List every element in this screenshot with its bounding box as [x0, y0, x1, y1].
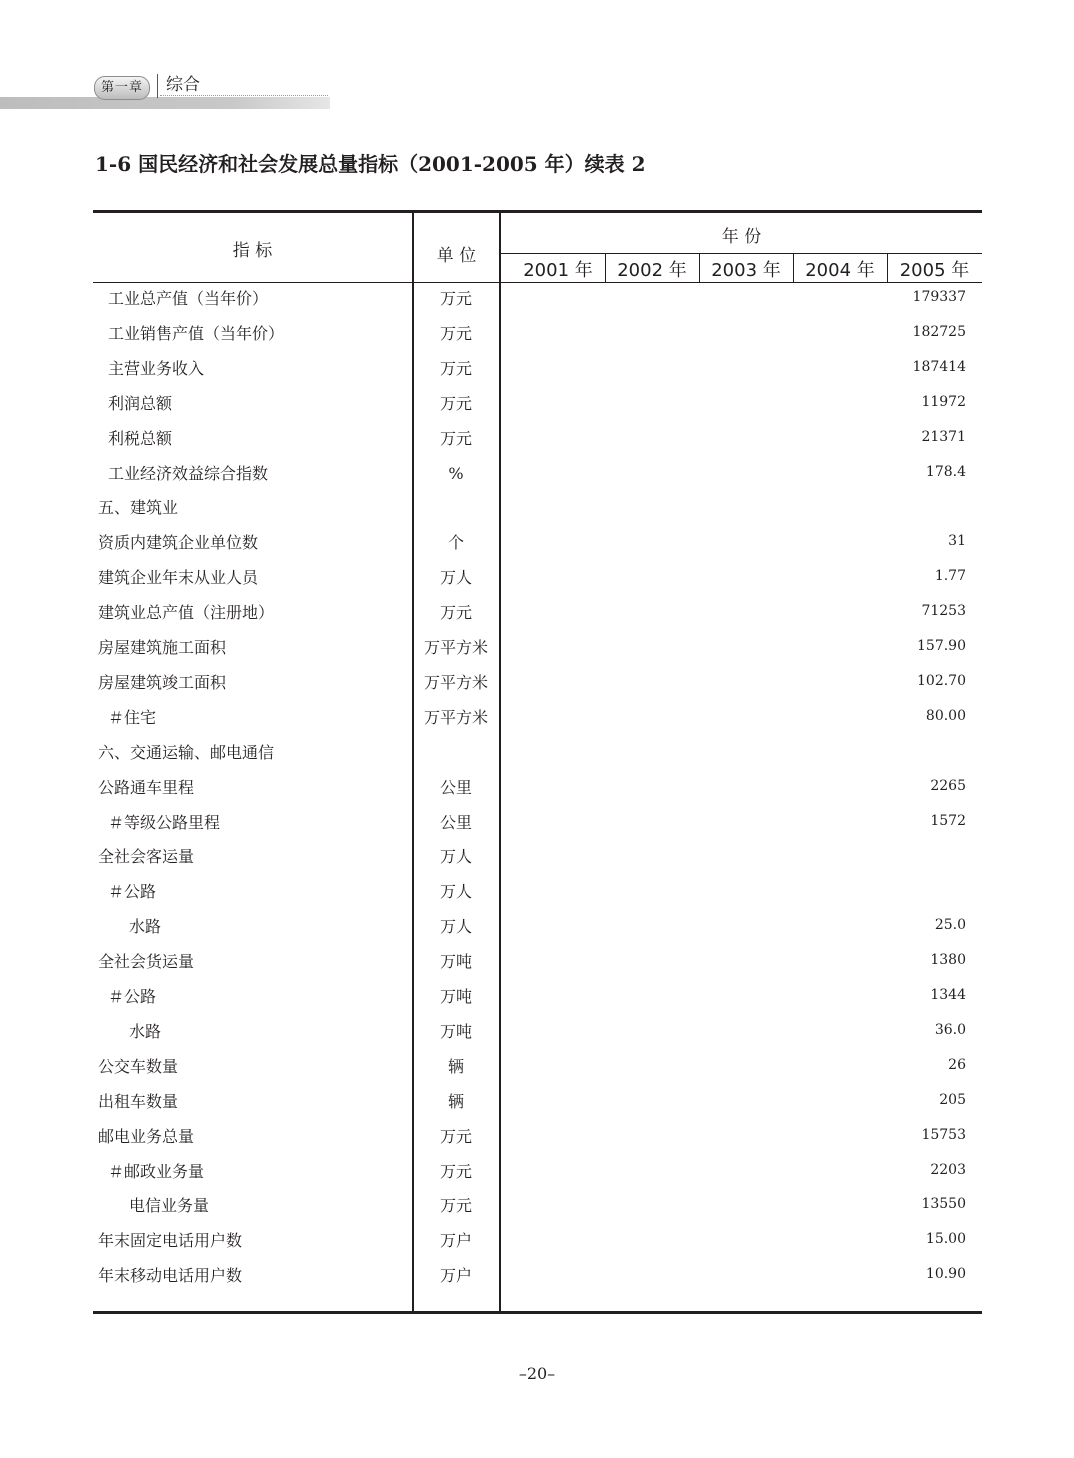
row-indicator: 资质内建筑企业单位数: [98, 533, 259, 553]
row-indicator: 工业经济效益综合指数: [108, 463, 269, 483]
row-unit: 万元: [439, 1161, 472, 1181]
table-bottom-rule: [93, 1311, 982, 1314]
row-indicator: 全社会客运量: [98, 847, 195, 867]
row-value-2005: 21371: [921, 428, 966, 445]
table-row: [93, 916, 982, 951]
row-unit: 万人: [439, 568, 472, 588]
page-number: –20–: [518, 1364, 556, 1383]
year-2002: 2002 年: [617, 260, 687, 281]
table-row: [93, 1195, 982, 1230]
row-value-2005: 25.0: [934, 917, 966, 934]
row-value-2005: 80.00: [925, 707, 966, 724]
row-value-2005: 1.77: [934, 568, 966, 585]
table-row: [93, 951, 982, 986]
year-group-rule: [501, 253, 982, 254]
row-indicator: 年末固定电话用户数: [98, 1231, 243, 1251]
table-row: [93, 777, 982, 812]
header-bottom-rule: [93, 282, 982, 283]
table-row: [93, 532, 982, 567]
row-value-2005: 102.70: [917, 672, 966, 689]
row-unit: 万平方米: [423, 638, 488, 657]
row-indicator: 利税总额: [108, 428, 173, 448]
row-indicator: 电信业务量: [129, 1196, 210, 1216]
header-unit: 单 位: [436, 246, 477, 266]
row-value-2005: 187414: [912, 358, 966, 375]
row-indicator: ＃公路: [108, 882, 157, 902]
row-value-2005: 1572: [930, 812, 966, 829]
table-row: [93, 1126, 982, 1161]
row-indicator: 邮电业务总量: [98, 1126, 195, 1146]
row-indicator: 工业销售产值（当年价）: [108, 323, 285, 343]
row-unit: 万元: [439, 428, 472, 448]
indicator-table: [93, 210, 982, 1314]
row-unit: 个: [447, 533, 464, 553]
row-value-2005: 205: [939, 1091, 966, 1108]
table-row: [93, 428, 982, 463]
row-value-2005: 15.00: [925, 1231, 966, 1248]
row-indicator: ＃邮政业务量: [108, 1161, 205, 1181]
row-unit: 万吨: [439, 952, 472, 972]
row-unit: 万户: [439, 1231, 472, 1251]
table-row: [93, 986, 982, 1021]
year-2005: 2005 年: [899, 260, 970, 281]
row-unit: 万吨: [439, 1021, 472, 1041]
row-indicator: ＃公路: [108, 987, 157, 1006]
table-title: 1-6 国民经济和社会发展总量指标（2001-2005 年）续表 2: [95, 152, 646, 176]
row-indicator: 六、交通运输、邮电通信: [98, 742, 275, 762]
row-value-2005: 10.90: [925, 1266, 966, 1283]
row-indicator: 年末移动电话用户数: [98, 1266, 243, 1286]
chapter-name: 综合: [166, 75, 200, 95]
row-unit: 万元: [439, 603, 472, 623]
row-indicator: ＃等级公路里程: [108, 812, 221, 832]
row-value-2005: 2265: [930, 777, 966, 794]
row-indicator: 公交车数量: [98, 1056, 179, 1076]
header-bar: [0, 97, 330, 109]
row-unit: 万元: [439, 323, 472, 343]
row-unit: 万平方米: [423, 707, 488, 727]
row-value-2005: 36.0: [934, 1021, 966, 1038]
row-value-2005: 31: [948, 533, 966, 550]
row-value-2005: 13550: [921, 1196, 966, 1213]
row-value-2005: 1344: [930, 987, 966, 1003]
row-value-2005: 2203: [930, 1161, 966, 1178]
table-row: [93, 812, 982, 847]
table-row: [93, 567, 982, 602]
row-indicator: 全社会货运量: [98, 952, 195, 972]
row-unit: 万元: [439, 358, 472, 378]
row-indicator: 出租车数量: [98, 1091, 179, 1111]
row-unit: 辆: [447, 1056, 464, 1076]
row-indicator: ＃住宅: [108, 707, 157, 727]
table-row: [93, 881, 982, 916]
table-row: [93, 1230, 982, 1265]
row-unit: 万人: [439, 882, 472, 902]
row-unit: 万元: [439, 1196, 472, 1216]
row-indicator: 水路: [129, 917, 162, 937]
row-unit: 万平方米: [423, 672, 488, 692]
table-row: [93, 1056, 982, 1091]
year-2003: 2003 年: [711, 260, 781, 281]
row-unit: %: [448, 463, 464, 483]
table-row: [93, 707, 982, 742]
table-top-rule: [93, 210, 982, 213]
row-unit: 万人: [439, 917, 472, 937]
row-indicator: 公路通车里程: [98, 777, 195, 797]
row-unit: 公里: [439, 777, 472, 797]
row-value-2005: 26: [948, 1056, 966, 1073]
row-indicator: 建筑企业年末从业人员: [98, 568, 259, 588]
row-unit: 辆: [447, 1091, 464, 1111]
row-indicator: 工业总产值（当年价）: [108, 289, 269, 308]
row-unit: 万元: [439, 1126, 472, 1146]
year-2004: 2004 年: [805, 260, 875, 281]
table-row: [93, 497, 982, 532]
table-row: [93, 672, 982, 707]
row-indicator: 房屋建筑施工面积: [98, 638, 227, 657]
row-value-2005: 1380: [930, 952, 966, 969]
table-row: [93, 323, 982, 358]
table-row: [93, 288, 982, 323]
year-2001: 2001 年: [523, 260, 593, 281]
chapter-separator: [157, 74, 158, 98]
header-year-group: 年 份: [721, 227, 762, 247]
row-value-2005: 179337: [912, 289, 966, 305]
table-row: [93, 742, 982, 777]
row-value-2005: 71253: [921, 603, 966, 620]
row-value-2005: 15753: [921, 1126, 966, 1143]
table-row: [93, 602, 982, 637]
table-row: [93, 393, 982, 428]
table-row: [93, 846, 982, 881]
row-unit: 万元: [439, 393, 472, 413]
row-indicator: 利润总额: [108, 393, 173, 413]
row-indicator: 主营业务收入: [108, 358, 205, 378]
table-row: [93, 1091, 982, 1126]
table-row: [93, 1021, 982, 1056]
row-indicator: 五、建筑业: [98, 498, 179, 518]
row-value-2005: 157.90: [917, 638, 966, 654]
table-row: [93, 637, 982, 672]
row-value-2005: 182725: [912, 323, 966, 340]
row-unit: 万人: [439, 847, 472, 867]
table-row: [93, 358, 982, 393]
row-value-2005: 11972: [921, 393, 966, 410]
row-indicator: 水路: [129, 1021, 162, 1041]
table-row: [93, 1161, 982, 1196]
row-unit: 公里: [439, 812, 472, 832]
row-unit: 万户: [439, 1266, 472, 1286]
row-indicator: 房屋建筑竣工面积: [98, 672, 227, 692]
table-row: [93, 463, 982, 498]
table-row: [93, 1265, 982, 1300]
row-value-2005: 178.4: [925, 463, 966, 480]
chapter-badge: 第一章: [94, 76, 150, 100]
header-indicator: 指 标: [232, 241, 273, 261]
row-unit: 万吨: [439, 987, 472, 1006]
row-indicator: 建筑业总产值（注册地）: [98, 603, 275, 623]
row-unit: 万元: [439, 289, 472, 308]
